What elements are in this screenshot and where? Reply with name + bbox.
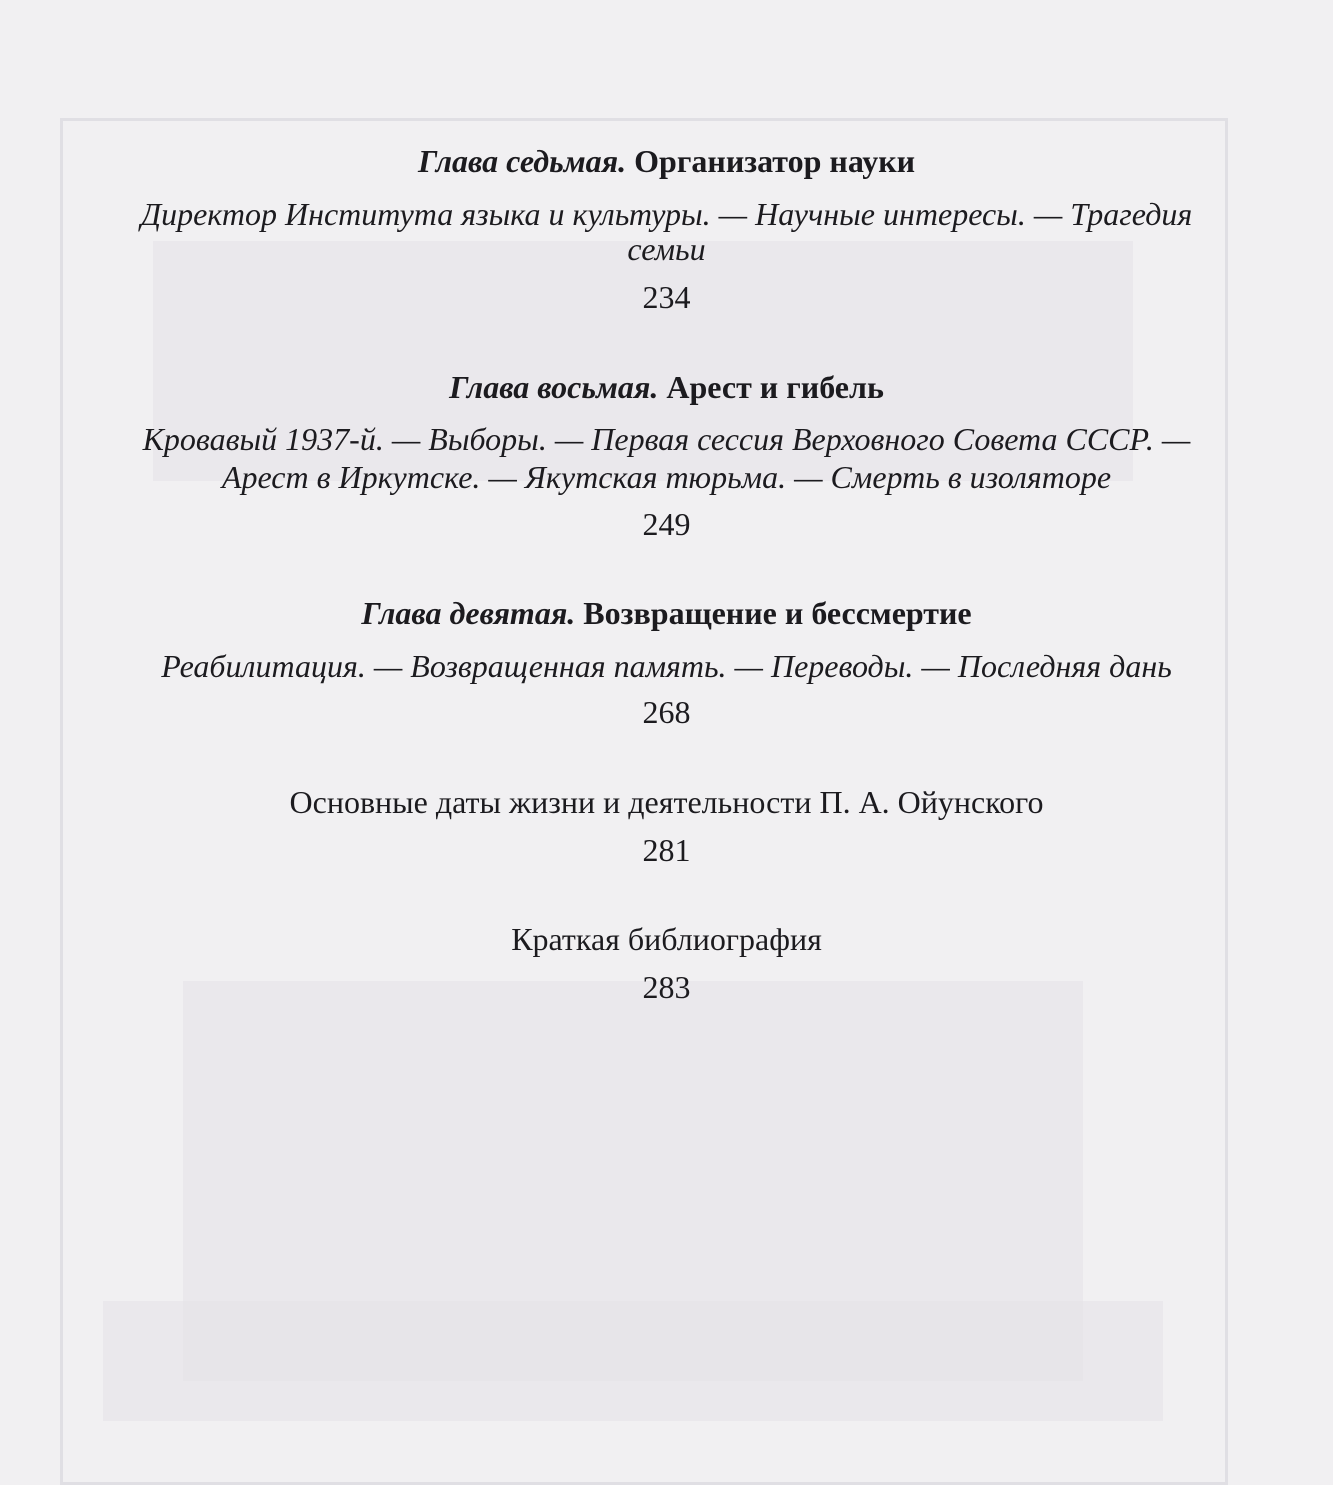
chapter-8-heading [40, 366, 1293, 408]
chapter-9-page-number: 268 [642, 694, 691, 730]
chapter-8-page-number: 249 [642, 506, 691, 542]
chapter-9-heading [40, 592, 1293, 634]
chapter-9-subtitle-line-1: Реабилитация. — Возвращенная память. — Переводы. — Последняя дань [161, 648, 1172, 684]
appendix-dates-page-number: 281 [642, 832, 691, 868]
chapter-8-subtitle-line-2: Арест в Иркутске. — Якутская тюрьма. — Смерть в изоляторе [221, 459, 1112, 495]
chapter-7-page-number: 234 [642, 279, 691, 315]
appendix-dates-title: Основные даты жизни и деятельности П. А. Ойунского [289, 784, 1044, 820]
chapter-8-title: Арест и гибель [658, 369, 884, 405]
chapter-7-title: Организатор науки [626, 143, 916, 179]
chapter-7-subtitle-line-1: Директор Института языка и культуры. — Научные интересы. — Трагедия [140, 196, 1193, 232]
bibliography-page-number: 283 [642, 969, 691, 1005]
bibliography-title: Краткая библиография [511, 921, 822, 957]
chapter-7-heading [40, 140, 1293, 182]
chapter-9-label: Глава девятая. [361, 595, 576, 631]
bleed-base [103, 1301, 1163, 1421]
chapter-7-label: Глава седьмая. [417, 143, 627, 179]
chapter-9-title: Возвращение и бессмертие [575, 595, 972, 631]
chapter-7-subtitle-line-2: семьи [627, 231, 706, 267]
chapter-8-subtitle-line-1: Кровавый 1937-й. — Выборы. — Первая сессия Верховного Совета СССР. — [142, 421, 1191, 457]
chapter-8-label: Глава восьмая. [449, 369, 659, 405]
